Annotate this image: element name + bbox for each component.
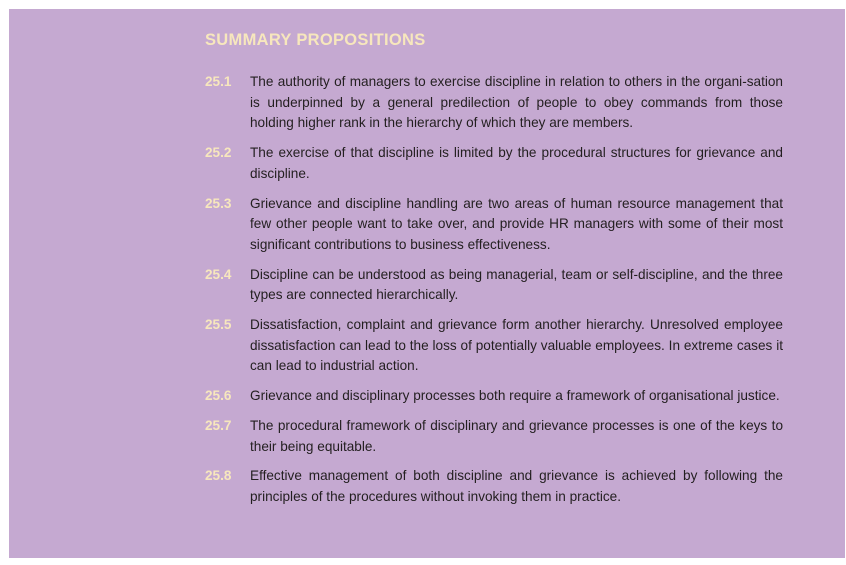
proposition-item (205, 315, 783, 377)
propositions-list (205, 72, 783, 517)
proposition-text: Discipline can be understood as being managerial, team or self-discipline, and the three types are connected hierarchically. (250, 266, 783, 303)
proposition-item (205, 143, 783, 184)
proposition-text: The authority of managers to exercise discipline in relation to others in the organi-sation is underpinned by a general predilection of people to obey commands from those holding higher rank in the hierarchy of which they are members. (250, 74, 783, 131)
proposition-item (205, 72, 783, 134)
proposition-item (205, 194, 783, 256)
proposition-text: The exercise of that discipline is limited by the procedural structures for grievance and discipline. (250, 145, 783, 181)
proposition-number: 25.8 (205, 468, 232, 484)
proposition-number: 25.4 (205, 266, 232, 282)
proposition-number: 25.3 (205, 195, 232, 211)
proposition-number: 25.2 (205, 145, 232, 161)
proposition-item (205, 386, 783, 407)
proposition-text: Dissatisfaction, complaint and grievance form another hierarchy. Unresolved employee dissatisfaction can lead to the loss of potentially valuable employees. In extreme cases it can lead to industrial action. (250, 317, 783, 374)
proposition-number: 25.5 (205, 317, 232, 333)
proposition-number: 25.6 (205, 388, 232, 404)
proposition-item (205, 265, 783, 306)
proposition-text: Effective management of both discipline and grievance is achieved by following the principles of the procedures without invoking them in practice. (250, 468, 783, 504)
proposition-number: 25.1 (205, 74, 232, 89)
proposition-text: Grievance and discipline handling are two areas of human resource management that few other people want to take over, and provide HR managers with some of their most significant contributions to business effectiveness. (250, 195, 783, 252)
section-heading: SUMMARY PROPOSITIONS (205, 31, 426, 49)
proposition-text: The procedural framework of disciplinary and grievance processes is one of the keys to their being equitable. (250, 417, 783, 454)
proposition-item (205, 416, 783, 457)
proposition-text: Grievance and disciplinary processes both require a framework of organisational justice. (250, 388, 780, 404)
proposition-number: 25.7 (205, 417, 232, 433)
summary-panel (9, 9, 845, 558)
proposition-item (205, 466, 783, 507)
